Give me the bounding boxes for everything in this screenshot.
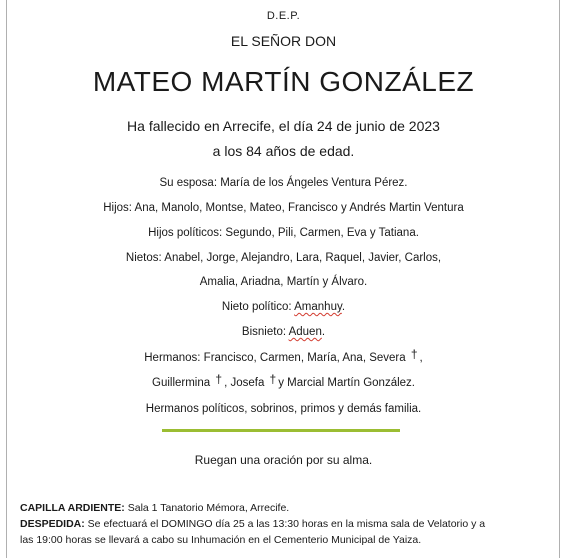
farewell-label: DESPEDIDA: [20, 518, 85, 530]
deceased-name: MATEO MARTÍN GONZÁLEZ [92, 66, 475, 97]
siblings-line-2 [0, 372, 567, 389]
period: . [341, 301, 346, 313]
farewell-details-cont: las 19:00 horas se llevará a cabo su Inhumación en el Cementerio Municipal de Yaiza. [20, 534, 422, 546]
cross-icon: † [269, 372, 277, 386]
great-grandchild-line [0, 326, 567, 338]
siblings-text-2a: Guillermina [152, 377, 211, 389]
title-honorific: EL SEÑOR DON [230, 33, 337, 49]
great-grandchild-label: Bisnieto: [241, 326, 289, 338]
dep-heading: D.E.P. [266, 10, 301, 22]
farewell-text-1: Se efectuará el DOMINGO día 25 a las 13:30 horas en la misma sala de Velatorio y a [84, 518, 486, 530]
cross-icon: † [215, 372, 223, 386]
grandson-in-law-name: Amanhuy [294, 301, 342, 313]
comma: , [419, 352, 423, 364]
grandson-in-law-line [0, 301, 567, 313]
age-line: a los 84 años de edad. [212, 143, 355, 159]
children-line: Hijos: Ana, Manolo, Montse, Mateo, Francisco y Andrés Martin Ventura [103, 202, 464, 214]
siblings-line-1 [0, 347, 567, 364]
farewell-details [20, 516, 555, 532]
chapel-label: CAPILLA ARDIENTE: [20, 502, 125, 514]
siblings-text-2b: , Josefa [224, 377, 265, 389]
spouse-line: Su esposa: María de los Ángeles Ventura Pérez. [159, 177, 408, 189]
grandson-in-law-label: Nieto político: [221, 301, 295, 313]
siblings-text-2c: y Marcial Martín González. [278, 377, 415, 389]
chapel-text: Sala 1 Tanatorio Mémora, Arrecife. [124, 502, 290, 514]
siblings-text-1: Hermanos: Francisco, Carmen, María, Ana, Severa [144, 352, 406, 364]
death-announcement: Ha fallecido en Arrecife, el día 24 de junio de 2023 [127, 118, 440, 134]
divider [162, 429, 400, 432]
grandchildren-line-1: Nietos: Anabel, Jorge, Alejandro, Lara, Raquel, Javier, Carlos, [125, 252, 442, 264]
children-in-law-line: Hijos políticos: Segundo, Pili, Carmen, Eva y Tatiana. [148, 227, 419, 239]
cross-icon: † [410, 347, 418, 361]
prayer-line: Ruegan una oración por su alma. [194, 453, 373, 467]
great-grandchild-name: Aduen [288, 326, 322, 338]
grandchildren-line-2: Amalia, Ariadna, Martín y Álvaro. [199, 276, 368, 288]
period: . [321, 326, 326, 338]
extended-family-line: Hermanos políticos, sobrinos, primos y demás familia. [145, 403, 422, 415]
chapel-details [20, 500, 555, 516]
